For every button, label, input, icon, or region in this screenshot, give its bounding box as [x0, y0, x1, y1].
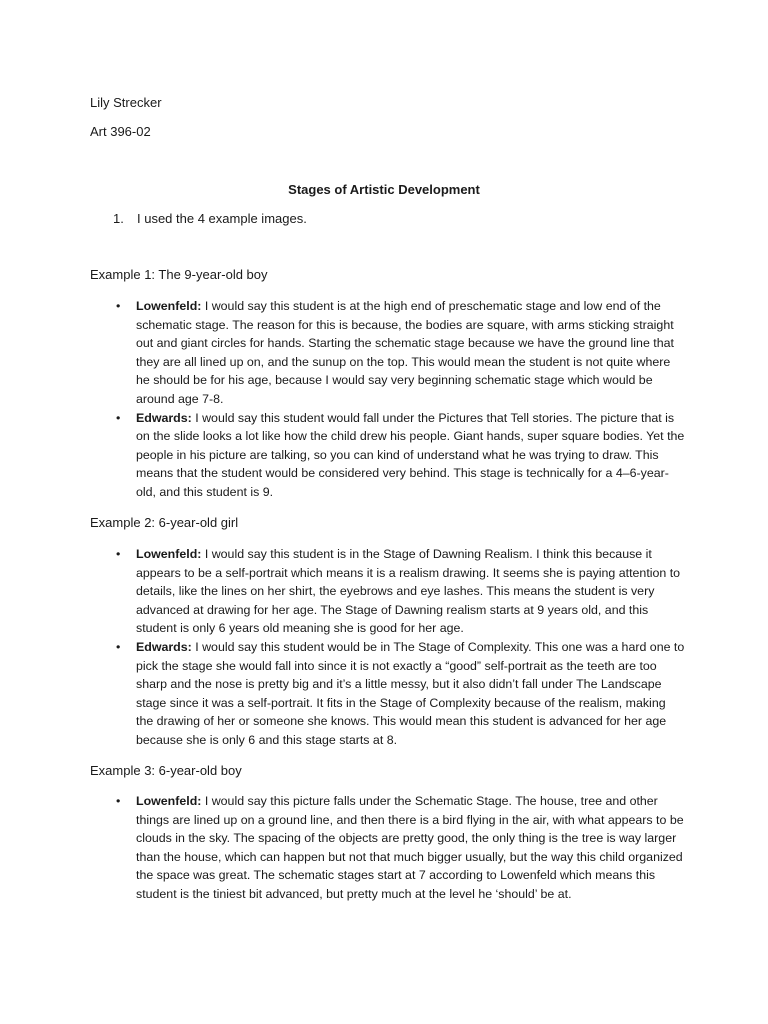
bullet-icon: •	[116, 639, 121, 654]
item-text: I would say this picture falls under the Schematic Stage. The house, tree and other things are lined up on a ground line, and then there is a bird flying in the air, with what appears to be clouds in the sky. The spacing of the objects are pretty good, the only thing is the tree is way larger than the house, which can happen but not that much bigger usually, but the way this child organized the space was great. The schematic stages start at 7 according to Lowenfeld which means this student is the tiniest bit advanced, but pretty much at the level he ‘should’ be at.	[136, 794, 684, 901]
item-label: Lowenfeld:	[136, 547, 202, 561]
document-title: Stages of Artistic Development	[288, 182, 480, 197]
item-label: Edwards:	[136, 410, 192, 425]
numbered-item-text: I used the 4 example images.	[137, 211, 307, 226]
author-name: Lily Strecker	[90, 95, 162, 110]
example-2-heading: Example 2: 6-year-old girl	[90, 515, 239, 530]
item-text: I would say this student would fall under the Pictures that Tell stories. The picture that is on the slide looks a lot like how the child drew his people. Giant hands, super square bodies. Yet the people in his picture are talking, so you can kind of understand what he was trying to draw. This means that the student would be considered very behind. This stage is technically for a 4–6-year-old, and this student is 9.	[136, 410, 685, 499]
example-1-heading: Example 1: The 9-year-old boy	[90, 267, 268, 282]
bullet-icon: •	[116, 547, 121, 561]
item-text: I would say this student is at the high end of preschematic stage and low end of the schematic stage. The reason for this is because, the bodies are square, with arms sticking straight out and giant circles for hands. Starting the schematic stage because we have the ground line that they are all lined up on, and the sunup on the top. This would mean the student is not quite where he should be for his age, because I would say very beginning schematic stage which would be around age 7-8.	[136, 299, 674, 406]
example-3-list	[113, 792, 685, 904]
list-item	[113, 638, 685, 750]
bullet-icon: •	[116, 794, 121, 808]
list-number: 1.	[113, 211, 124, 226]
list-item	[113, 409, 685, 502]
course-code: Art 396-02	[90, 124, 151, 139]
list-item	[113, 297, 685, 409]
list-item	[113, 792, 685, 904]
numbered-item	[113, 210, 307, 228]
example-3-heading: Example 3: 6-year-old boy	[90, 763, 242, 778]
list-item	[113, 545, 685, 638]
example-2-list	[113, 545, 685, 750]
item-text: I would say this student is in the Stage of Dawning Realism. I think this because it appears to be a self-portrait which means it is a realism drawing. It seems she is paying attention to details, like the lines on her shirt, the eyebrows and eye lashes. This means the student is very advanced at drawing for her age. The Stage of Dawning realism starts at 9 years old, and this student is only 6 years old meaning she is good for her age.	[136, 547, 681, 636]
item-label: Lowenfeld:	[136, 794, 202, 808]
bullet-icon: •	[116, 299, 121, 313]
item-label: Edwards:	[136, 639, 192, 654]
item-label: Lowenfeld:	[136, 299, 202, 313]
item-text: I would say this student would be in The Stage of Complexity. This one was a hard one to pick the stage she would fall into since it is not exactly a “good” self-portrait as the teeth are too sharp and the nose is pretty big and it’s a little messy, but it also didn’t fall under The Landscape stage since it was a self-portrait. It fits in the Stage of Complexity because of the realism, making the drawing of her or someone she knows. This would mean this student is advanced for her age because she is only 6 and this stage starts at 8.	[136, 639, 685, 747]
bullet-icon: •	[116, 410, 121, 425]
example-1-list	[113, 297, 685, 502]
